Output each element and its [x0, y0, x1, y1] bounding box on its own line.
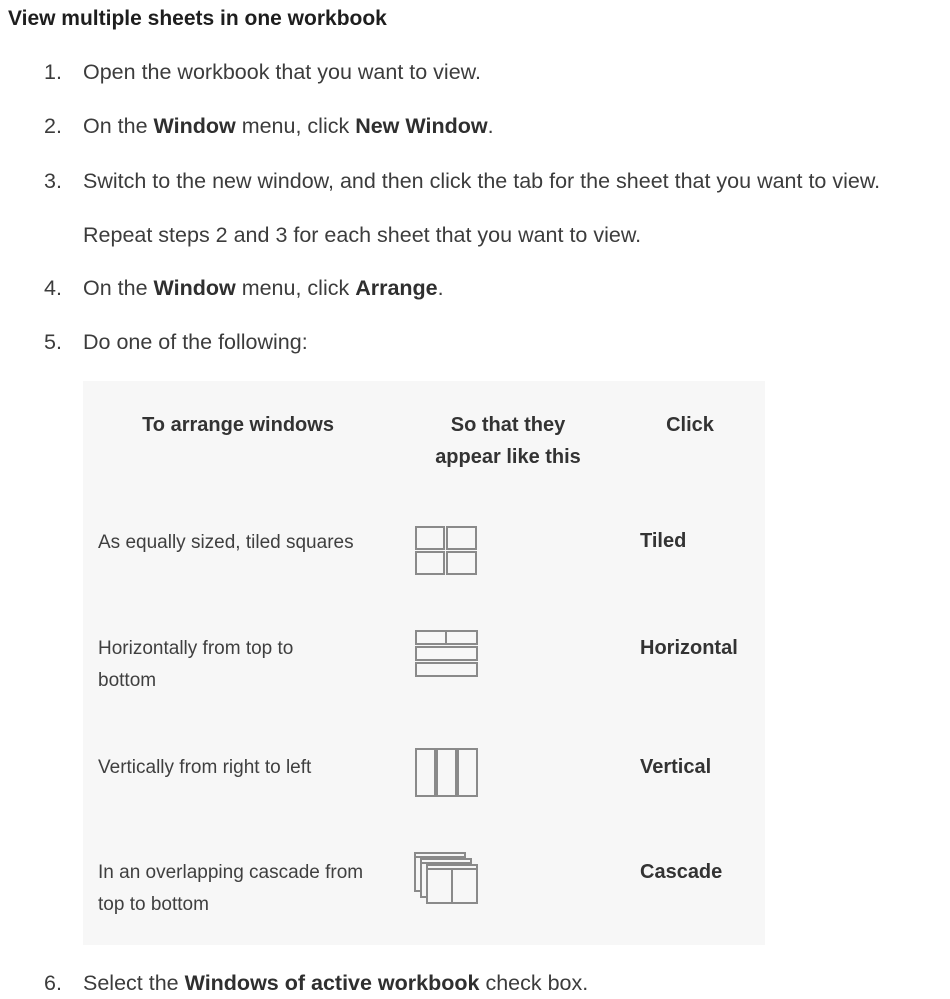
arrange-options-table — [83, 381, 765, 945]
table-row-cascade-desc: In an overlapping cascade from top to bottom — [98, 862, 364, 915]
tiled-windows-icon — [415, 526, 479, 576]
cascade-option: Cascade — [640, 861, 723, 883]
column-header-arrange: To arrange windows — [142, 414, 334, 436]
step-text: On the Window menu, click Arrange. — [83, 276, 444, 300]
vertical-windows-icon — [415, 748, 479, 798]
column-header-appearance: So that they appear like this — [435, 414, 581, 468]
table-row-vertical-desc: Vertically from right to left — [98, 757, 312, 778]
cascade-windows-icon — [413, 851, 481, 907]
checkbox-name: Windows of active workbook — [184, 971, 480, 995]
step-number: 2. — [44, 114, 62, 138]
step-text: Do one of the following: — [83, 330, 308, 354]
menu-name: Window — [153, 276, 236, 300]
tiled-option: Tiled — [640, 530, 687, 552]
table-row-tiled-desc: As equally sized, tiled squares — [98, 532, 354, 553]
step-text: Select the Windows of active workbook check box. — [83, 971, 589, 995]
page-title: View multiple sheets in one workbook — [8, 7, 387, 30]
step-number: 5. — [44, 330, 62, 354]
step-text: Open the workbook that you want to view. — [83, 60, 481, 84]
menu-name: Window — [153, 114, 236, 138]
vertical-option: Vertical — [640, 756, 712, 778]
command-name: New Window — [355, 114, 488, 138]
step-text: Switch to the new window, and then click the tab for the sheet that you want to view. — [83, 169, 881, 193]
table-row-horizontal-desc: Horizontally from top to bottom — [98, 638, 294, 691]
horizontal-option: Horizontal — [640, 637, 738, 659]
horizontal-windows-icon — [415, 630, 479, 678]
step-number: 4. — [44, 276, 62, 300]
column-header-click: Click — [666, 414, 714, 436]
note-text: Repeat steps 2 and 3 for each sheet that you want to view. — [83, 223, 642, 247]
step-number: 3. — [44, 169, 62, 193]
command-name: Arrange — [355, 276, 438, 300]
step-number: 6. — [44, 971, 62, 995]
step-text: On the Window menu, click New Window. — [83, 114, 494, 138]
step-number: 1. — [44, 60, 62, 84]
